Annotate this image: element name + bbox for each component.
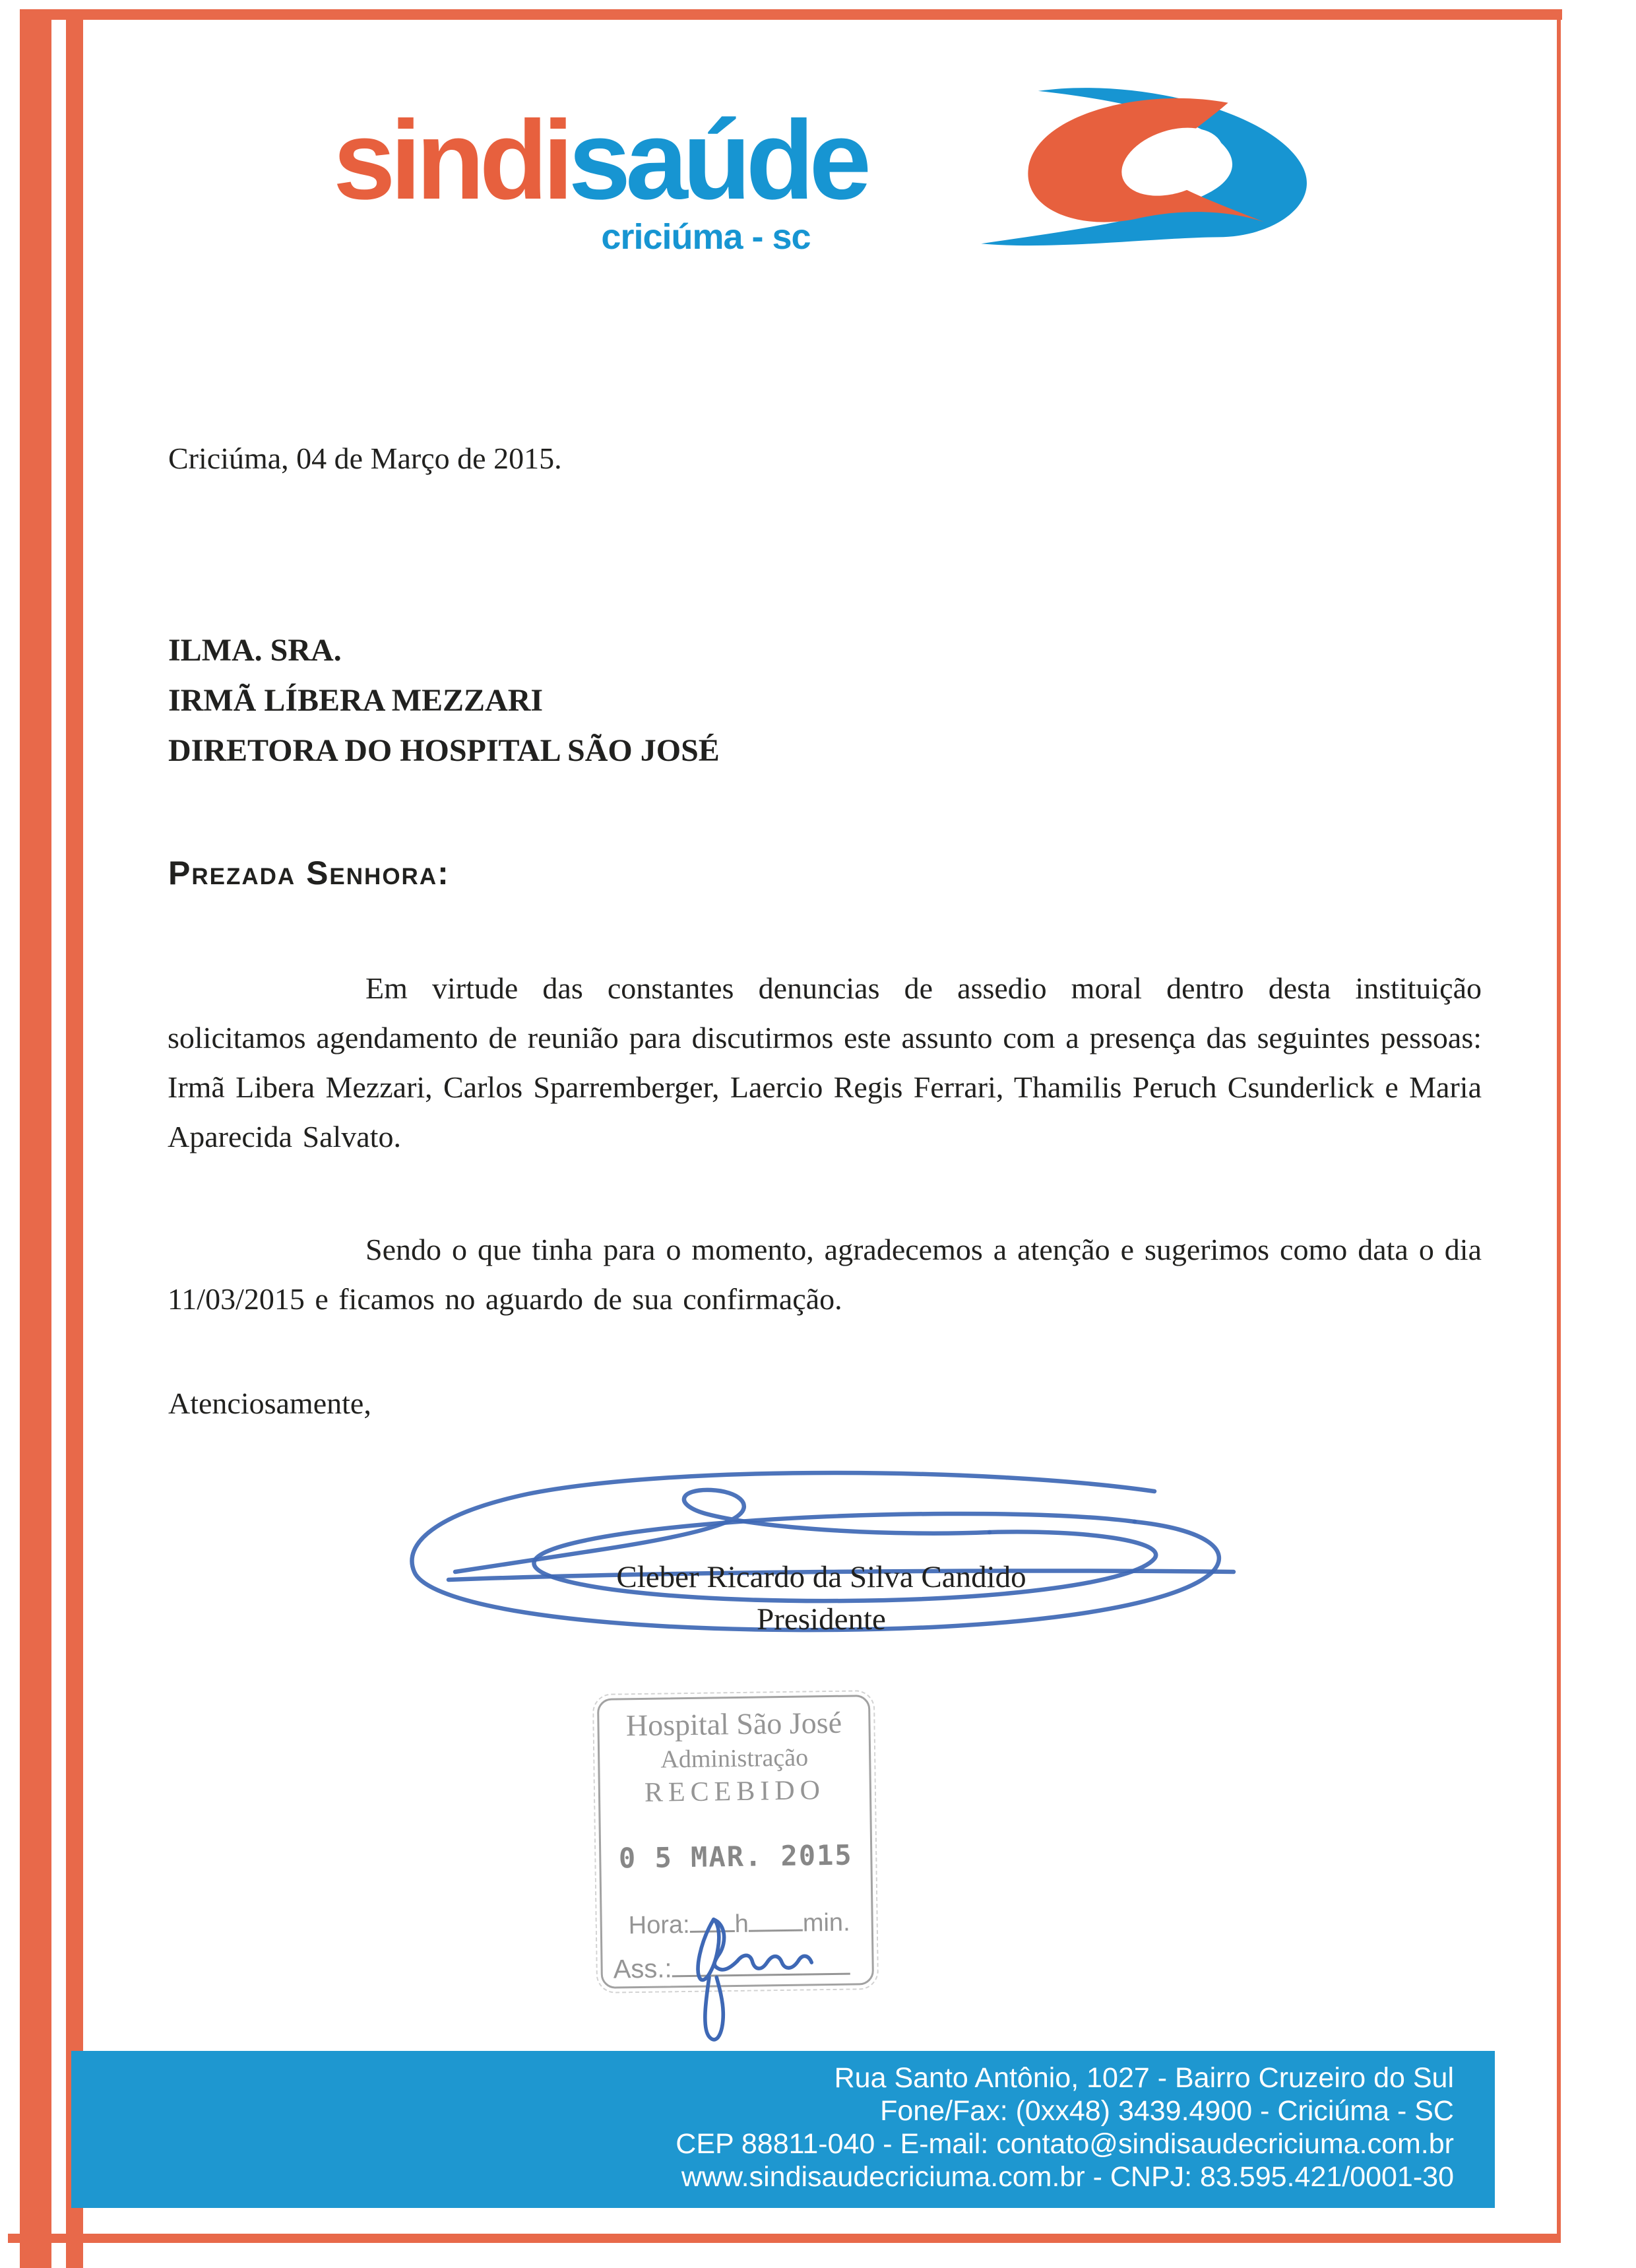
sindisaude-swoosh-icon — [973, 83, 1333, 267]
footer-line-phone: Fone/Fax: (0xx48) 3439.4900 - Criciúma - SC — [880, 2095, 1454, 2127]
page-border-right — [1557, 9, 1561, 2240]
stamp-hora-label: Hora: — [628, 1910, 690, 1940]
sindisaude-logo-wordmark — [333, 98, 867, 223]
stamp-org: Hospital São José — [625, 1705, 842, 1743]
footer-line-address: Rua Santo Antônio, 1027 - Bairro Cruzeiro do Sul — [834, 2062, 1454, 2094]
signer-name: Cleber Ricardo da Silva Candido — [616, 1560, 1026, 1594]
salutation: Prezada Senhora: — [168, 855, 450, 891]
closing-line: Atenciosamente, — [168, 1386, 371, 1420]
footer-address-bar — [71, 2051, 1495, 2208]
page-border-bottom — [8, 2234, 1561, 2243]
stamp-date: 0 5 MAR. 2015 — [618, 1838, 853, 1875]
stamp-ass-label: Ass.: — [613, 1954, 672, 1984]
logo-word-sindi: sindi — [333, 98, 569, 223]
left-stripe-thin — [66, 9, 83, 2268]
recipient-line-2: IRMÃ LÍBERA MEZZARI — [168, 683, 544, 718]
footer-line-email: CEP 88811-040 - E-mail: contato@sindisaudecriciuma.com.br — [676, 2128, 1454, 2160]
stamp-signature-scribble — [679, 1909, 828, 2057]
logo-subtitle: criciúma - sc — [601, 217, 811, 257]
stamp-hora-min: min. — [802, 1908, 850, 1937]
recipient-line-3: DIRETORA DO HOSPITAL SÃO JOSÉ — [168, 733, 720, 768]
date-line: Criciúma, 04 de Março de 2015. — [168, 441, 562, 475]
recipient-line-1: ILMA. SRA. — [168, 633, 342, 668]
signer-title: Presidente — [757, 1602, 886, 1636]
signer-block — [491, 1556, 1151, 1640]
recipient-block — [168, 626, 720, 776]
page-border-top — [20, 9, 1562, 20]
stamp-status: RECEBIDO — [644, 1775, 826, 1808]
stamp-hora-h: h — [734, 1910, 749, 1939]
left-stripe-thick — [20, 9, 51, 2268]
stamp-dept: Administração — [660, 1743, 809, 1774]
body-paragraph-2: Sendo o que tinha para o momento, agradecemos a atenção e sugerimos como data o dia 11/03/2015 e ficamos no aguardo de sua confirmação. — [168, 1233, 1482, 1316]
logo-word-saude: saúde — [568, 98, 867, 223]
footer-line-website: www.sindisaudecriciuma.com.br - CNPJ: 83.595.421/0001-30 — [681, 2161, 1454, 2193]
body-paragraph-1: Em virtude das constantes denuncias de assedio moral dentro desta instituição solicitamos agendamento de reunião para discutirmos este assunto com a presença das seguintes pessoas: Irmã Libera Mezzari, Carlos Sparremberger, Laercio Regis Ferrari, Thamilis Peruch Csunderlick e Maria Aparecida Salvato. — [168, 971, 1482, 1153]
